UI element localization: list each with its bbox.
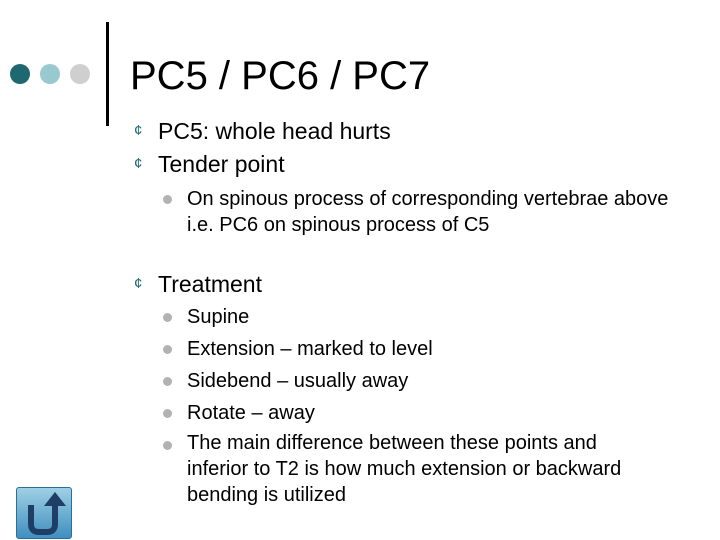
sub-bullet-item: Extension – marked to level xyxy=(187,338,433,360)
title-divider-line xyxy=(106,22,109,126)
decorative-dot-grey xyxy=(70,64,90,84)
dot-bullet-icon xyxy=(163,313,172,322)
dot-bullet-icon xyxy=(163,377,172,386)
sub-bullet-item: Sidebend – usually away xyxy=(187,370,409,392)
sub-bullet-item: The main difference between these points and inferior to T2 is how much extension or backward bending is utilized xyxy=(187,432,622,506)
bullet-item: Tender point xyxy=(158,151,285,177)
decorative-dot-dark xyxy=(10,64,30,84)
sub-bullet-item: Supine xyxy=(187,306,250,328)
slide-title: PC5 / PC6 / PC7 xyxy=(130,54,431,98)
return-arrow-icon xyxy=(17,488,71,538)
ring-bullet-icon: ¢ xyxy=(134,275,143,292)
ring-bullet-icon: ¢ xyxy=(134,155,143,172)
ring-bullet-icon: ¢ xyxy=(134,122,143,139)
dot-bullet-icon xyxy=(163,195,172,204)
sub-bullet-item: Rotate – away xyxy=(187,402,315,424)
decorative-dot-light xyxy=(40,64,60,84)
bullet-item: Treatment xyxy=(158,271,262,297)
return-button[interactable] xyxy=(16,487,72,539)
dot-bullet-icon xyxy=(163,345,172,354)
sub-bullet-item: On spinous process of corresponding vertebrae above i.e. PC6 on spinous process of C5 xyxy=(187,188,669,236)
bullet-item: PC5: whole head hurts xyxy=(158,118,391,144)
dot-bullet-icon xyxy=(163,409,172,418)
dot-bullet-icon xyxy=(163,441,172,450)
